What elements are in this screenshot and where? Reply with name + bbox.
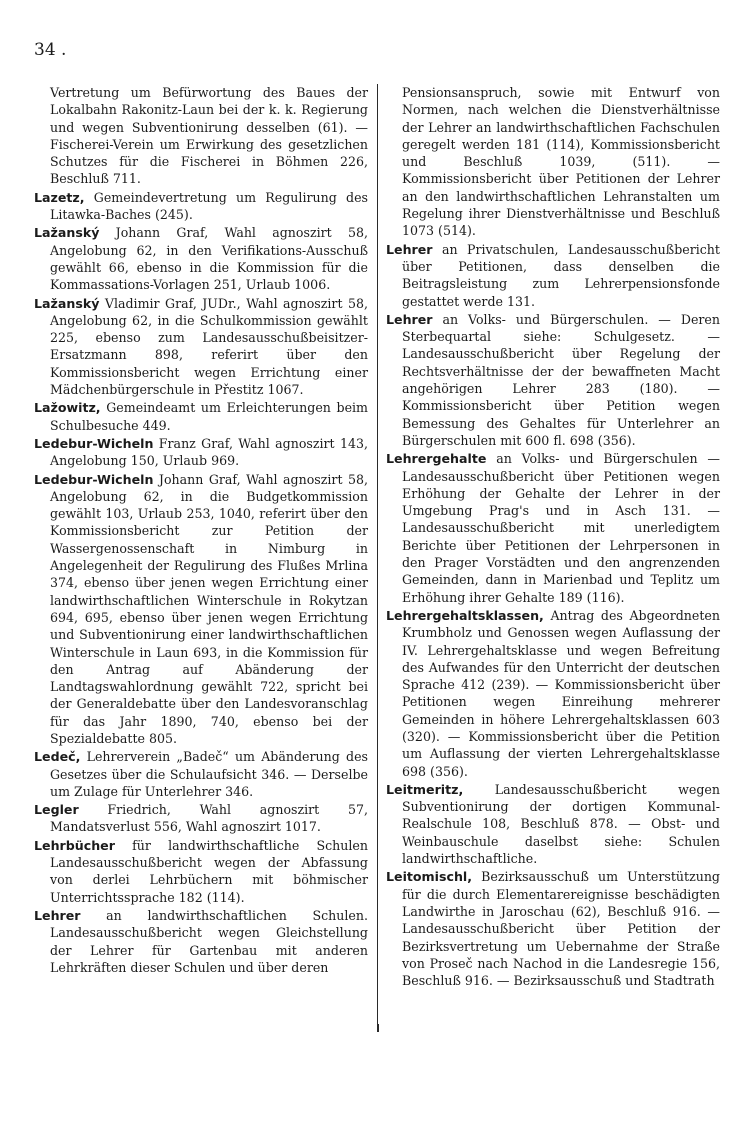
entry-heading: Lehrergehaltsklassen, (386, 607, 544, 623)
entry-text: Vladimir Graf, JUDr., Wahl agnoszirt 58, Angelobung 62, in die Schulkommission gewählt 225, ebenso zum Landesausschußbeisitzer-Ersatzmann 898, referirt über den Kommissionsbericht wegen Errichtung einer Mädchenbürgerschule in Přestitz 1067. (50, 295, 368, 398)
right-column (386, 84, 720, 990)
index-entry (386, 450, 720, 606)
index-entry (34, 471, 368, 748)
index-entry (34, 84, 368, 188)
index-entry (34, 295, 368, 399)
entry-text: Lehrerverein „Badeč“ um Abänderung des Gesetzes über die Schulaufsicht 346. — Derselbe um Zulage für Unterlehrer 346. (50, 749, 369, 799)
index-entry (34, 837, 368, 906)
index-entry (386, 84, 720, 240)
entry-text: Johann Graf, Wahl agnoszirt 58, Angelobung 62, in die Budgetkommission gewählt 103, Urlaub 253, 1040, referirt über den Kommissionsbericht zur Petition der Wassergenossenschaft in Nimburg in Angelegenheit der Regulirung des Flußes Mrlina 374, ebenso über jenen wegen Errichtung einer landwirthschaftlichen Winterschule in Rokytzan 694, 695, ebenso über jenen wegen Errichtung und Subventionirung einer landwirthschaftlichen Winterschule in Laun 693, in die Kommission für den Antrag auf Abänderung der Landtagswahlordnung gewählt 722, spricht bei der Generaldebatte über den Landesvoranschlag für das Jahr 1890, 740, ebenso bei der Spezialdebatte 805. (50, 471, 368, 746)
entry-heading: Lehrergehalte (386, 451, 487, 467)
entry-text: an Volks- und Bürgerschulen — Landesausschußbericht über Petitionen wegen Erhöhung der Gehalte der Lehrer in der Umgebung Prag's und in Asch 131. — Landesausschußbericht mit unerledigtem Berichte über Petitionen der Lehrpersonen in den Prager Vorstädten und den angrenzenden Gemeinden, dann in Marienbad und Teplitz um Erhöhung ihrer Gehalte 189 (116). (402, 451, 720, 605)
entry-heading: Ledeč, (34, 749, 81, 765)
page-number: 34 . (34, 40, 67, 60)
entry-heading: Leitmeritz, (386, 781, 464, 797)
entry-text: Bezirksausschuß um Unterstützung für die durch Elementarereignisse beschädigten Landwirthe in Jaroschau (62), Beschluß 916. — Landesausschußbericht über Petition der Bezirksvertretung um Uebernahme der Straße von Proseč nach Nachod in die Landesregie 156, Beschluß 916. — Bezirksausschuß und Stadtrath (402, 869, 720, 989)
entry-text: an Volks- und Bürgerschulen. — Deren Sterbequartal siehe: Schulgesetz. — Landesausschußbericht über Regelung der Rechtsverhältnisse der der bewaffneten Macht angehörigen Lehrer 283 (180). — Kommissionsbericht über Petition wegen Bemessung des Gehaltes für Unterlehrer an Bürgerschulen mit 600 fl. 698 (356). (402, 311, 720, 448)
entry-heading: Lazetz, (34, 189, 85, 205)
entry-text: Landesausschußbericht wegen Subventionirung der dortigen Kommunal-Realschule 108, Beschluß 878. — Obst- und Weinbauschule daselbst siehe: Schulen landwirthschaftliche. (402, 781, 720, 867)
entry-text: Pensionsanspruch, sowie mit Entwurf von Normen, nach welchen die Dienstverhältnisse der Lehrer an landwirthschaftlichen Fachschulen geregelt werden 181 (114), Kommissionsbericht und Beschluß 1039, (511). — Kommissionsbericht über Petitionen der Lehrer an den landwirthschaftlichen Lehranstalten um Regelung ihrer Dienstverhältnisse und Beschluß 1073 (514). (402, 85, 720, 239)
entry-heading: Legler (34, 802, 79, 818)
index-entry (386, 607, 720, 780)
column-divider-tail (377, 1024, 379, 1032)
entry-heading: Lehrer (386, 241, 433, 257)
entry-heading: Lažanský (34, 225, 100, 241)
entry-text: Johann Graf, Wahl agnoszirt 58, Angelobung 62, in den Verifikations-Ausschuß gewählt 66, ebenso in die Kommission für die Kommassations-Vorlagen 251, Urlaub 1006. (50, 225, 368, 293)
entry-heading: Lažowitz, (34, 400, 101, 416)
entry-heading: Lehrer (386, 311, 433, 327)
column-divider (377, 84, 378, 1024)
index-entry (386, 868, 720, 989)
index-entry (34, 748, 368, 800)
entry-text: Franz Graf, Wahl agnoszirt 143, Angelobung 150, Urlaub 969. (50, 435, 368, 469)
entry-heading: Ledebur-Wicheln (34, 471, 154, 487)
entry-text: Gemeindevertretung um Regulirung des Litawka-Baches (245). (50, 189, 368, 223)
entry-text: Friedrich, Wahl agnoszirt 57, Mandatsverlust 556, Wahl agnoszirt 1017. (50, 802, 368, 835)
entry-heading: Ledebur-Wicheln (34, 435, 154, 451)
entry-heading: Lažanský (34, 295, 100, 311)
entry-heading: Leitomischl, (386, 869, 473, 885)
entry-heading: Lehrer (34, 907, 81, 923)
entry-text: an Privatschulen, Landesausschußbericht über Petitionen, dass denselben die Beitragsleistung zum Lehrerpensionsfonde gestattet werde 131. (402, 241, 720, 309)
index-entry (34, 801, 368, 836)
entry-text: an landwirthschaftlichen Schulen. Landesausschußbericht wegen Gleichstellung der Lehrer für Gartenbau mit anderen Lehrkräften dieser Schulen und über deren (50, 907, 368, 975)
entry-text: Gemeindeamt um Erleichterungen beim Schulbesuche 449. (50, 400, 368, 433)
left-column (34, 84, 368, 977)
index-entry (386, 241, 720, 310)
index-entry (34, 435, 368, 470)
entry-text: für landwirthschaftliche Schulen Landesausschußbericht wegen der Abfassung von derlei Lehrbüchern mit böhmischer Unterrichtssprache 182 (114). (50, 837, 368, 905)
index-entry (34, 189, 368, 224)
index-entry (386, 781, 720, 867)
entry-text: Antrag des Abgeordneten Krumbholz und Genossen wegen Auflassung der IV. Lehrergehaltsklasse und wegen Befreitung des Aufwandes für den Unterricht der deutschen Sprache 412 (239). — Kommissionsbericht über Petitionen wegen Einreihung mehrerer Gemeinden in höhere Lehrergehaltsklassen 603 (320). — Kommissionsbericht über die Petition um Auflassung der vierten Lehrergehaltsklasse 698 (356). (402, 607, 720, 779)
index-entry (34, 399, 368, 434)
index-entry (34, 224, 368, 293)
entry-heading: Lehrbücher (34, 837, 115, 853)
index-entry (34, 907, 368, 976)
index-entry (386, 311, 720, 449)
entry-text: Vertretung um Befürwortung des Baues der Lokalbahn Rakonitz-Laun bei der k. k. Regierung und wegen Subventionirung desselben (61). — Fischerei-Verein um Erwirkung des gesetzlichen Schutzes für die Fischerei in Böhmen 226, Beschluß 711. (50, 85, 368, 187)
